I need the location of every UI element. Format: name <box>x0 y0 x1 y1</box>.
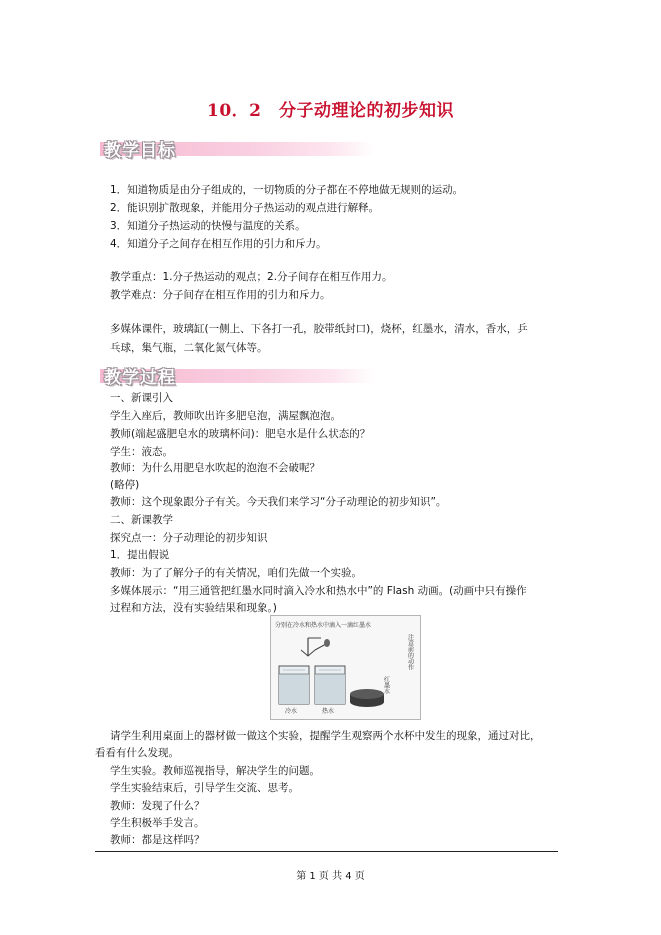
process-line: 过程和方法，没有实验结果和现象。) <box>110 602 277 614</box>
objective-item: 2．能识别扩散现象，并能用分子热运动的观点进行解释。 <box>110 202 380 214</box>
footer-divider <box>95 851 558 852</box>
figure-caption: 分别在冷水和热水中滴入一滴红墨水 <box>275 622 372 629</box>
process-line: 探究点一：分子动理论的初步知识 <box>110 532 268 544</box>
process-line: 教师(端起盛肥皂水的玻璃杯问)：肥皂水是什么状态的？ <box>110 428 371 440</box>
process-line: 教师：为了了解分子的有关情况，咱们先做一个实验。 <box>110 567 362 579</box>
cold-water-beaker-icon <box>279 666 309 704</box>
red-ink-dish-icon <box>350 689 384 707</box>
hot-water-beaker-icon <box>315 666 345 704</box>
materials-line: 乓球，集气瓶，二氧化氮气体等。 <box>110 342 268 354</box>
process-line: 一、新课引入 <box>110 392 173 404</box>
hot-water-label: 热水 <box>322 708 335 715</box>
red-ink-label: 红墨水 <box>382 676 390 694</box>
objective-item: 4．知道分子之间存在相互作用的引力和斥力。 <box>110 238 327 250</box>
process-line: 学生：液态。 <box>110 446 173 458</box>
objective-item: 3．知道分子热运动的快慢与温度的关系。 <box>110 220 306 232</box>
process-line: 教师：这个现象跟分子有关。今天我们来学习“分子动理论的初步知识”。 <box>110 496 447 508</box>
body-line: 学生实验。教师巡视指导，解决学生的问题。 <box>110 765 320 777</box>
cold-water-label: 冷水 <box>285 708 298 715</box>
figure-side-note: 注意前的动作 <box>406 634 414 670</box>
section-banner-process <box>100 363 374 389</box>
body-line: 教师：都是这样吗？ <box>110 834 205 846</box>
experiment-figure <box>270 615 421 720</box>
process-line: (略停) <box>110 479 140 491</box>
body-line: 学生积极举手发言。 <box>110 817 205 829</box>
process-line: 多媒体展示：“用三通管把红墨水同时滴入冷水和热水中”的 Flash 动画。(动画中只有操作 <box>110 585 527 597</box>
page-title: 10．2 分子动理论的初步知识 <box>207 101 454 121</box>
section-label: 教学目标 <box>104 141 176 161</box>
process-line: 二、新课教学 <box>110 514 173 526</box>
body-line: 教师：发现了什么？ <box>110 800 205 812</box>
page-number: 第 1 页 共 4 页 <box>296 871 365 882</box>
body-line: 请学生利用桌面上的器材做一做这个实验，提醒学生观察两个水杯中发生的现象，通过对比， <box>110 730 541 742</box>
section-label: 教学过程 <box>104 368 176 388</box>
teaching-focus: 教学重点：1.分子热运动的观点；2.分子间存在相互作用力。 <box>110 271 393 283</box>
body-line: 学生实验结束后，引导学生交流、思考。 <box>110 782 299 794</box>
body-line: 看看有什么发现。 <box>95 747 179 759</box>
section-banner-objectives <box>100 136 374 162</box>
teaching-difficulty: 教学难点：分子间存在相互作用的引力和斥力。 <box>110 289 331 301</box>
materials-line: 多媒体课件，玻璃缸(一侧上、下各打一孔，胶带纸封口)，烧杯，红墨水，清水，香水，乒 <box>110 323 528 335</box>
process-line: 教师：为什么用肥皂水吹起的泡泡不会破呢？ <box>110 462 320 474</box>
objective-item: 1．知道物质是由分子组成的，一切物质的分子都在不停地做无规则的运动。 <box>110 184 464 196</box>
process-line: 学生入座后，教师吹出许多肥皂泡，满屋飘泡泡。 <box>110 410 341 422</box>
process-line: 1．提出假说 <box>110 549 170 561</box>
